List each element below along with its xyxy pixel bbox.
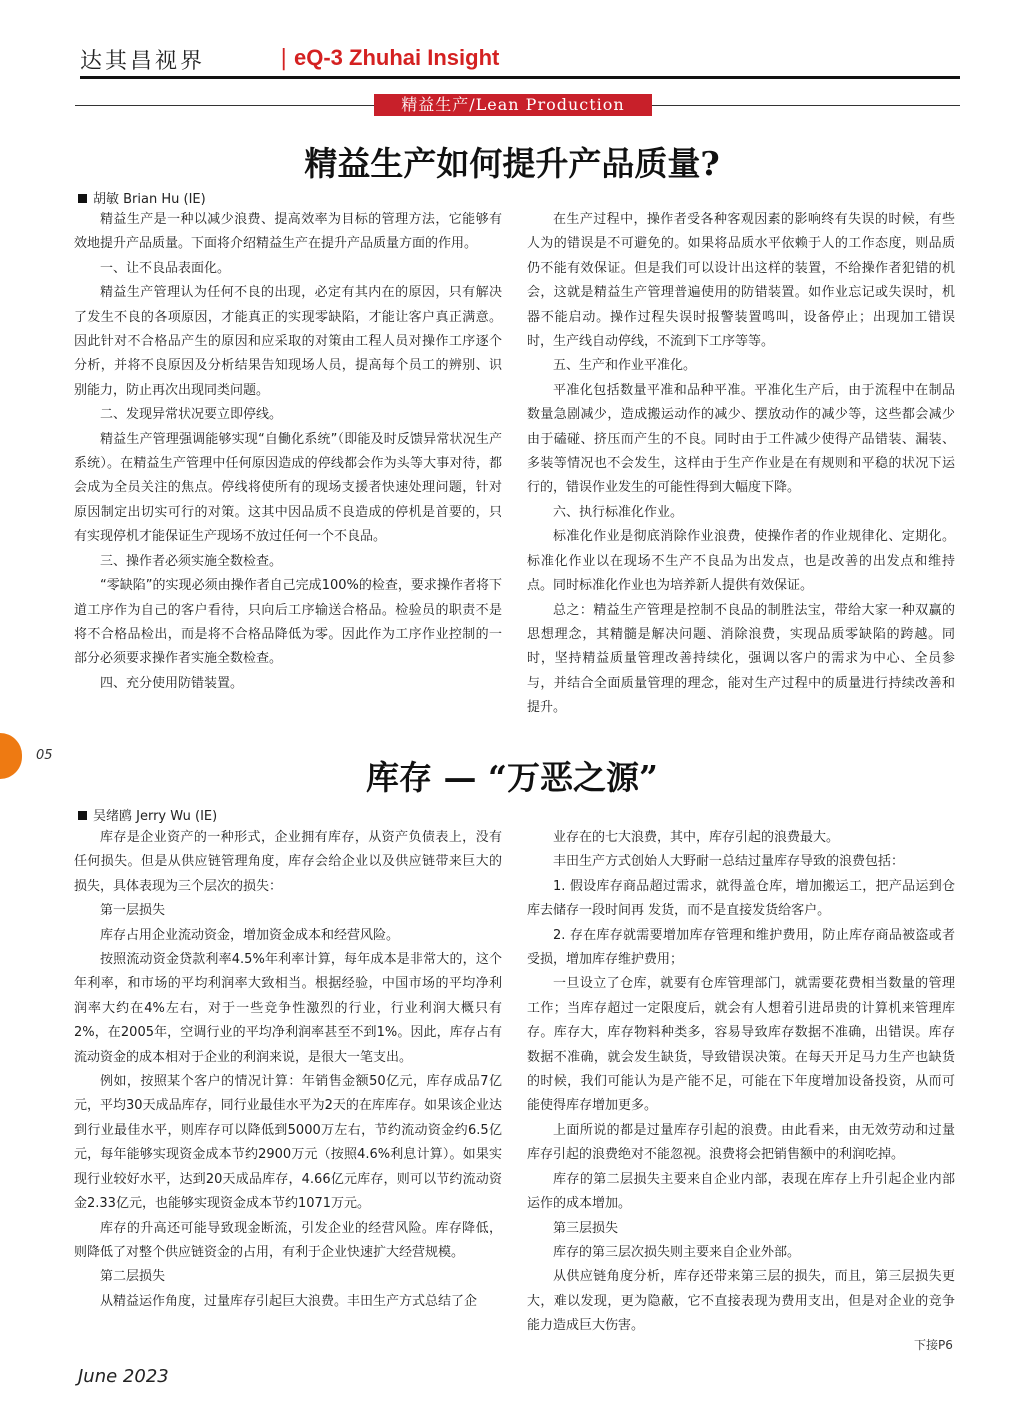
article1-column-2 [527, 208, 955, 721]
article2-column-1 [74, 826, 502, 1314]
article2-column-2 [527, 826, 955, 1339]
paragraph: 库存占用企业流动资金，增加资金成本和经营风险。 [100, 927, 400, 943]
article2-title: 库存 — “万恶之源” [366, 758, 658, 797]
page-header [80, 44, 960, 74]
paragraph: 四、充分使用防错装置。 [100, 675, 244, 691]
article1-author [78, 188, 206, 207]
paragraph: 第三层损失 [553, 1220, 619, 1236]
continued-note: 下接P6 [914, 1338, 953, 1352]
author-square-icon [78, 811, 87, 820]
paragraph: 从精益运作角度，过量库存引起巨大浪费。丰田生产方式总结了企 [100, 1293, 478, 1309]
section-tag: 精益生产/Lean Production [374, 94, 652, 116]
paragraph: 上面所说的都是过量库存引起的浪费。由此看来，由无效劳动和过量库存引起的浪费绝对不能忽视。浪费将会把销售额中的利润吃掉。 [527, 1122, 955, 1163]
footer-date: June 2023 [78, 1366, 169, 1387]
header-separator: | [280, 46, 288, 71]
paragraph: 2. 存在库存就需要增加库存管理和维护费用，防止库存商品被盗或者受损，增加库存维护费用； [527, 927, 955, 968]
paragraph: 总之：精益生产管理是控制不良品的制胜法宝，带给大家一种双赢的思想理念，其精髓是解决问题、消除浪费，实现品质零缺陷的跨越。同时，坚持精益质量管理改善持续化，强调以客户的需求为中心、全员参与，并结合全面质量管理的理念，能对生产过程中的质量进行持续改善和提升。 [527, 602, 955, 716]
article1-author-name: 胡敏 Brian Hu (IE) [93, 192, 206, 207]
article1-title: 精益生产如何提升产品质量? [304, 144, 720, 183]
paragraph: 二、发现异常状况要立即停线。 [100, 407, 283, 423]
paragraph: 五、生产和作业平准化。 [553, 358, 697, 374]
paragraph: 在生产过程中，操作者受各种客观因素的影响终有失误的时候，有些人为的错误是不可避免的。如果将品质水平依赖于人的工作态度，则品质仍不能有效保证。但是我们可以设计出这样的装置，不给操作者犯错的机会，这就是精益生产管理普遍使用的防错装置。如作业忘记或失误时，机器不能启动。操作过程失误时报警装置鸣叫，设备停止；出现加工错误时，生产线自动停线，不流到下工序等等。 [527, 212, 955, 350]
paragraph: 库存的第二层损失主要来自企业内部，表现在库存上升引起企业内部运作的成本增加。 [527, 1171, 955, 1212]
paragraph: 从供应链角度分析，库存还带来第三层的损失，而且，第三层损失更大，难以发现，更为隐蔽，它不直接表现为费用支出，但是对企业的竞争能力造成巨大伤害。 [527, 1269, 955, 1334]
paragraph: 库存的第三层次损失则主要来自企业外部。 [553, 1244, 801, 1260]
paragraph: “零缺陷”的实现必须由操作者自己完成100%的检查，要求操作者将下道工序作为自己的客户看待，只向后工序输送合格品。检验员的职责不是将不合格品检出，而是将不合格品降低为零。因此作为工序作业控制的一部分必须要求操作者实施全数检查。 [74, 578, 502, 667]
paragraph: 三、操作者必须实施全数检查。 [100, 553, 283, 569]
paragraph: 精益生产管理认为任何不良的出现，必定有其内在的原因，只有解决了发生不良的各项原因，才能真正的实现零缺陷，才能让客户真正满意。因此针对不合格品产生的原因和应采取的对策由工程人员对操作工序逐个分析，并将不良原因及分析结果告知现场人员，提高每个员工的辨别、识别能力，防止再次出现同类问题。 [74, 285, 502, 398]
paragraph: 库存的升高还可能导致现金断流，引发企业的经营风险。库存降低，则降低了对整个供应链资金的占用，有利于企业快速扩大经营规模。 [74, 1220, 502, 1260]
paragraph: 业存在的七大浪费，其中，库存引起的浪费最大。 [553, 830, 840, 845]
header-rule [80, 76, 960, 79]
paragraph: 第二层损失 [100, 1269, 166, 1285]
paragraph: 按照流动资金贷款利率4.5%年利率计算，每年成本是非常大的，这个年利率，和市场的平均利润率大致相当。根据经验，中国市场的平均净利润率大约在4%左右，对于一些竞争性激烈的行业，行业利润大概只有2%，在2005年，空调行业的平均净利润率甚至不到1%。因此，库存占有流动资金的成本相对于企业的利润来说，是很大一笔支出。 [74, 952, 502, 1065]
paragraph: 精益生产是一种以减少浪费、提高效率为目标的管理方法，它能够有效地提升产品质量。下面将介绍精益生产在提升产品质量方面的作用。 [74, 212, 502, 252]
paragraph: 库存是企业资产的一种形式，企业拥有库存，从资产负债表上，没有任何损失。但是从供应链管理角度，库存会给企业以及供应链带来巨大的损失，具体表现为三个层次的损失： [74, 830, 502, 894]
header-subtitle: eQ-3 Zhuhai Insight [294, 45, 500, 70]
paragraph: 丰田生产方式创始人大野耐一总结过量库存导致的浪费包括： [553, 854, 905, 870]
paragraph: 一旦设立了仓库，就要有仓库管理部门，就需要花费相当数量的管理工作；当库存超过一定限度后，就会有人想着引进昂贵的计算机来管理库存。库存大，库存物料种类多，容易导致库存数据不准确，出错误。库存数据不准确，就会发生缺货，导致错误决策。在每天开足马力生产也缺货的时候，我们可能认为是产能不足，可能在下年度增加设备投资，从而可能使得库存增加更多。 [527, 976, 955, 1114]
article1-column-1 [74, 208, 502, 696]
article2-author [78, 805, 217, 824]
paragraph: 平准化包括数量平准和品种平准。平准化生产后，由于流程中在制品数量急剧减少，造成搬运动作的减少、摆放动作的减少等，这些都会减少由于磕碰、挤压而产生的不良。同时由于工件减少使得产品错装、漏装、多装等情况也不会发生，这样由于生产作业是在有规则和平稳的状况下运行的，错误作业发生的可能性得到大幅度下降。 [527, 382, 955, 496]
article2-author-name: 吴绪鸥 Jerry Wu (IE) [93, 809, 218, 824]
brand-name: 达其昌视界 [80, 49, 206, 74]
paragraph: 标准化作业是彻底消除作业浪费，使操作者的作业规律化、定期化。标准化作业以在现场不生产不良品为出发点，也是改善的出发点和维持点。同时标准化作业也为培养新人提供有效保证。 [527, 529, 955, 594]
paragraph: 精益生产管理强调能够实现“自働化系统”（即能及时反馈异常状况生产系统）。在精益生产管理中任何原因造成的停线都会作为头等大事对待，都会成为全员关注的焦点。停线将使所有的现场支援者快速处理问题，针对原因制定出切实可行的对策。这其中因品质不良造成的停机是首要的，只有实现停机才能保证生产现场不放过任何一个不良品。 [74, 431, 502, 545]
page-number: 05 [36, 748, 53, 763]
paragraph: 六、执行标准化作业。 [553, 504, 684, 520]
paragraph: 一、让不良品表面化。 [100, 260, 231, 276]
paragraph: 第一层损失 [100, 903, 166, 919]
paragraph: 例如，按照某个客户的情况计算：年销售金额50亿元，库存成品7亿元，平均30天成品库存，同行业最佳水平为2天的在库库存。如果该企业达到行业最佳水平，则库存可以降低到5000万左右，节约流动资金约6.5亿元，每年能够实现资金成本节约2900万元（按照4.6%利息计算）。如果实现行业较好水平，达到20天成品库存，4.66亿元库存，则可以节约流动资金2.33亿元，也能够实现资金成本节约1071万元。 [74, 1074, 502, 1212]
paragraph: 1. 假设库存商品超过需求，就得盖仓库，增加搬运工，把产品运到仓库去储存一段时间再 发货，而不是直接发货给客户。 [527, 878, 955, 919]
author-square-icon [78, 194, 87, 203]
